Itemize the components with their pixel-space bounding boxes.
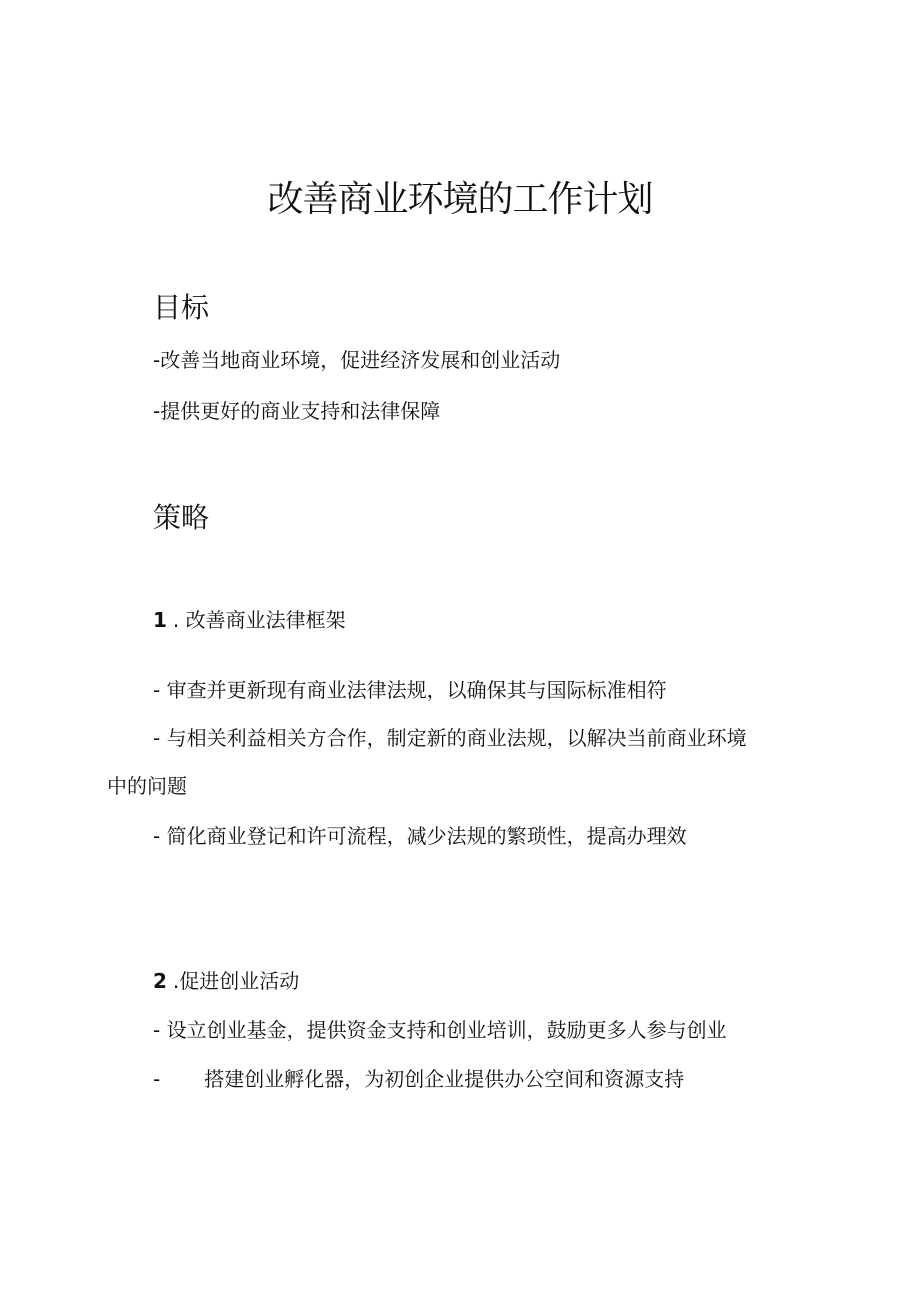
section-number: 2 xyxy=(153,969,167,993)
item-text: 设立创业基金，提供资金支持和创业培训，鼓励更多人参与创业 xyxy=(166,1018,727,1042)
item-dash: - xyxy=(153,1018,161,1042)
strategy-heading: 策略 xyxy=(153,501,210,534)
goal-item-2: -提供更好的商业支持和法律保障 xyxy=(153,399,441,423)
item-dash: - xyxy=(153,1067,161,1091)
section-title-text: . 改善商业法律框架 xyxy=(172,608,346,632)
strategy-section-2-title xyxy=(153,967,299,995)
section-1-item-1 xyxy=(153,676,667,704)
document-title: 改善商业环境的工作计划 xyxy=(267,179,653,220)
item-text: 与相关利益相关方合作，制定新的商业法规，以解决当前商业环境 xyxy=(166,726,747,750)
goal-item-1: -改善当地商业环境，促进经济发展和创业活动 xyxy=(153,348,561,372)
section-1-item-3 xyxy=(153,822,687,850)
strategy-section-1-title xyxy=(153,606,346,634)
item-dash: - xyxy=(153,678,161,702)
section-title-text: .促进创业活动 xyxy=(172,969,300,993)
section-2-item-2 xyxy=(153,1065,684,1093)
item-text: 审查并更新现有商业法律法规，以确保其与国际标准相符 xyxy=(166,678,667,702)
section-number: 1 xyxy=(153,608,167,632)
section-2-item-1 xyxy=(153,1016,727,1044)
goals-heading: 目标 xyxy=(153,291,210,324)
item-text: 搭建创业孵化器，为初创企业提供办公空间和资源支持 xyxy=(204,1067,685,1091)
item-dash: - xyxy=(153,824,161,848)
item-dash: - xyxy=(153,726,161,750)
section-1-item-2-continuation: 中的问题 xyxy=(107,774,187,798)
section-1-item-2 xyxy=(153,724,747,752)
item-text: 简化商业登记和许可流程，减少法规的繁琐性，提高办理效 xyxy=(166,824,687,848)
